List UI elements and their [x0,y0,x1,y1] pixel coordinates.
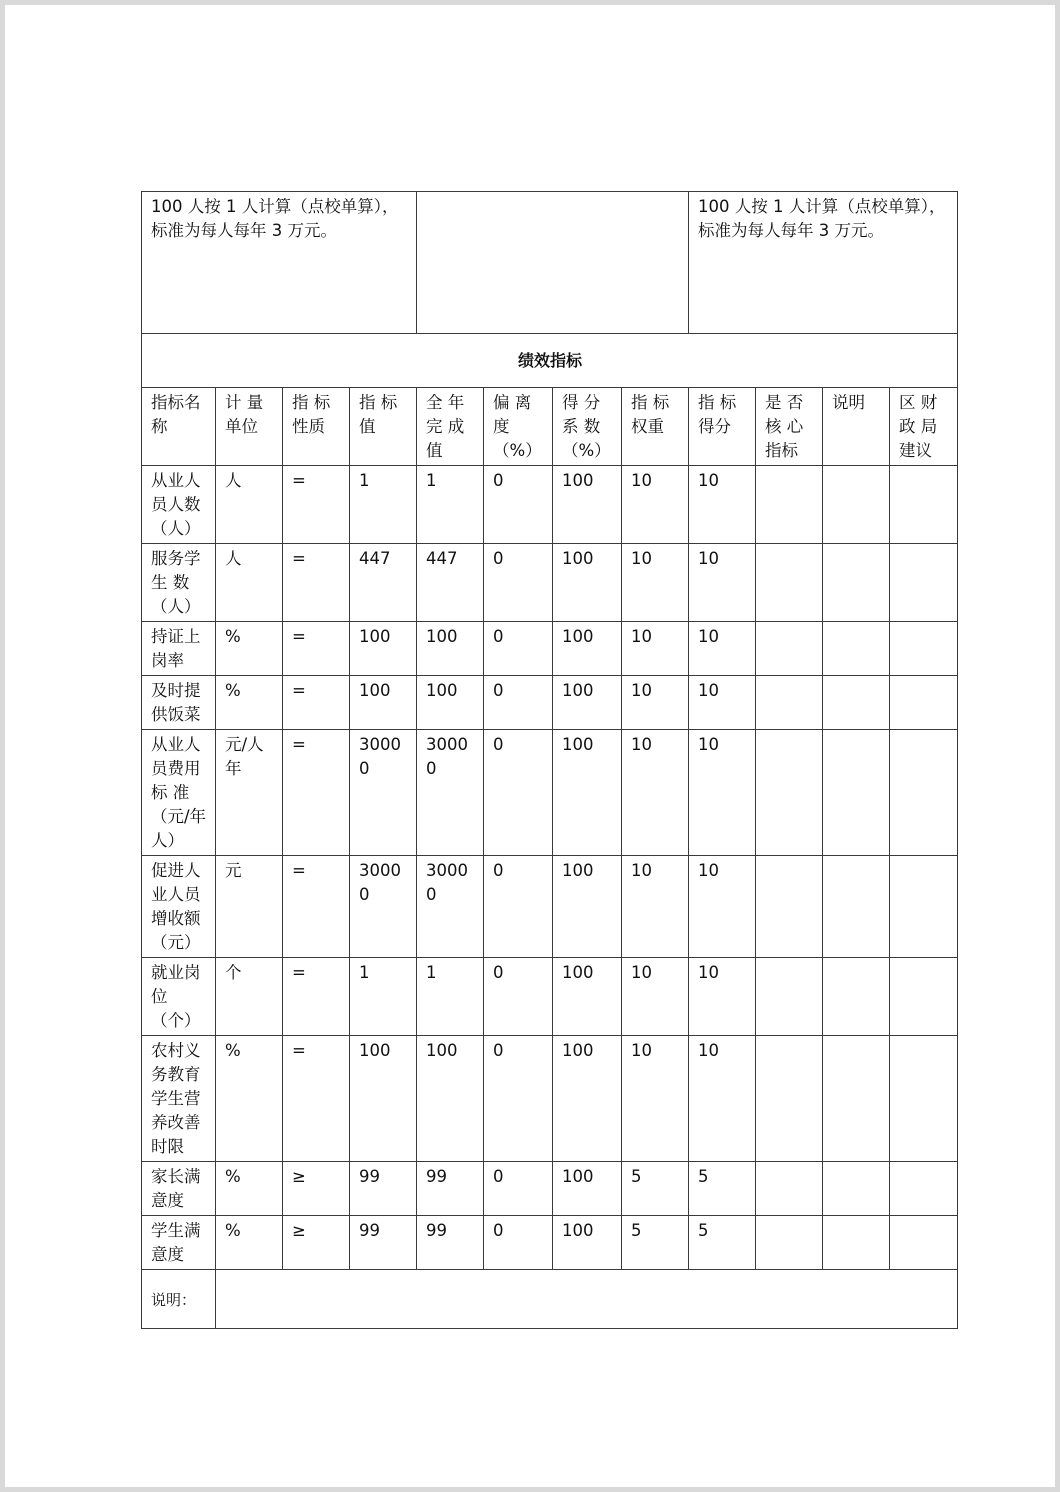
table-cell: 0 [484,958,553,1036]
column-header: 指标名称 [142,388,216,466]
top-left-cell: 100 人按 1 人计算（点校单算），标准为每人每年 3 万元。 [142,192,417,334]
table-cell: = [283,730,350,856]
table-cell: 100 [553,676,622,730]
table-cell [823,1216,890,1270]
table-cell: 99 [350,1216,417,1270]
table-cell: 5 [622,1162,689,1216]
table-cell: % [216,1036,283,1162]
table-cell: 10 [689,466,756,544]
table-cell: 447 [417,544,484,622]
table-cell: 100 [553,1162,622,1216]
table-row [142,1036,958,1162]
table-cell [756,676,823,730]
table-cell: 447 [350,544,417,622]
table-cell: 10 [622,622,689,676]
table-cell: 100 [553,544,622,622]
table-cell [756,730,823,856]
table-cell: 100 [553,622,622,676]
table-cell: % [216,1216,283,1270]
table-row [142,730,958,856]
table-cell [823,466,890,544]
table-cell [890,730,958,856]
table-cell: % [216,622,283,676]
table-cell: % [216,676,283,730]
column-header: 计 量单位 [216,388,283,466]
column-header: 说明 [823,388,890,466]
table-cell: 30000 [417,856,484,958]
table-cell: = [283,622,350,676]
table-cell [756,856,823,958]
table-row [142,1216,958,1270]
table-cell [890,1162,958,1216]
table-cell [890,1036,958,1162]
table-cell: 10 [622,856,689,958]
table-cell: 10 [622,676,689,730]
top-right-cell: 100 人按 1 人计算（点校单算），标准为每人每年 3 万元。 [689,192,958,334]
table-cell: 100 [417,676,484,730]
table-cell: ≥ [283,1162,350,1216]
table-cell: 10 [622,466,689,544]
table-row [142,544,958,622]
table-cell: 1 [350,958,417,1036]
table-row [142,622,958,676]
section-title: 绩效指标 [142,334,958,388]
table-cell: 农村义务教育学生营养改善时限 [142,1036,216,1162]
table-cell [890,622,958,676]
table-cell: 从业人员费用标 准（元/年人） [142,730,216,856]
table-cell: 持证上岗率 [142,622,216,676]
table-cell: 10 [622,958,689,1036]
table-cell: = [283,856,350,958]
table-cell: 0 [484,856,553,958]
table-cell: 10 [622,1036,689,1162]
table-cell: 从业人员人数（人） [142,466,216,544]
table-cell: 100 [553,1036,622,1162]
table-cell: 10 [689,676,756,730]
table-cell [890,676,958,730]
table-cell [890,856,958,958]
table-cell: 0 [484,622,553,676]
note-row [142,1270,958,1329]
table-cell [756,544,823,622]
column-header: 是 否核 心指标 [756,388,823,466]
table-cell: 10 [622,544,689,622]
table-row [142,466,958,544]
column-header: 区 财政 局建议 [890,388,958,466]
table-cell: 10 [689,958,756,1036]
table-cell: 100 [553,856,622,958]
table-cell: ≥ [283,1216,350,1270]
column-header: 指 标性质 [283,388,350,466]
top-middle-cell [417,192,689,334]
table-cell: 学生满意度 [142,1216,216,1270]
table-cell: 10 [622,730,689,856]
table-cell: 99 [417,1162,484,1216]
table-cell: = [283,958,350,1036]
table-cell [823,544,890,622]
table-cell [890,544,958,622]
table-row [142,958,958,1036]
table-cell [890,958,958,1036]
table-cell: 个 [216,958,283,1036]
table-cell [823,730,890,856]
column-header: 全 年完 成值 [417,388,484,466]
table-cell: 5 [689,1162,756,1216]
table-cell: 100 [553,958,622,1036]
table-cell: 100 [350,676,417,730]
table-cell: = [283,544,350,622]
table-cell: 30000 [350,730,417,856]
table-cell [823,1036,890,1162]
table-cell: 元 [216,856,283,958]
table-cell: 1 [417,958,484,1036]
column-header: 指 标值 [350,388,417,466]
table-cell: 1 [350,466,417,544]
table-cell: 元/人年 [216,730,283,856]
table-cell: 100 [553,730,622,856]
table-cell: 99 [417,1216,484,1270]
table-cell [823,676,890,730]
table-cell: 0 [484,1216,553,1270]
table-cell [756,1162,823,1216]
table-cell [756,466,823,544]
table-cell: 人 [216,544,283,622]
table-row [142,856,958,958]
table-cell: 家长满意度 [142,1162,216,1216]
table-cell [756,622,823,676]
table-cell: 服务学生 数（人） [142,544,216,622]
column-header: 指 标得分 [689,388,756,466]
section-title-row [142,334,958,388]
table-cell: = [283,676,350,730]
column-header: 指 标权重 [622,388,689,466]
table-cell [823,856,890,958]
table-cell: 0 [484,466,553,544]
table-cell: 人 [216,466,283,544]
table-cell: 0 [484,1036,553,1162]
table-cell: 30000 [417,730,484,856]
table-cell [890,466,958,544]
table-cell: 0 [484,544,553,622]
top-row [142,192,958,334]
table-cell [823,622,890,676]
table-cell [823,958,890,1036]
note-label: 说明： [142,1270,216,1329]
table-cell: 100 [350,622,417,676]
table-cell: 100 [350,1036,417,1162]
table-row [142,676,958,730]
performance-table [141,191,958,1329]
table-cell: 10 [689,622,756,676]
table-cell: 5 [689,1216,756,1270]
table-cell: 100 [553,1216,622,1270]
table-cell: 30000 [350,856,417,958]
table-cell: 0 [484,1162,553,1216]
table-cell: 10 [689,1036,756,1162]
table-cell: 100 [417,1036,484,1162]
table-cell: 及时提供饭菜 [142,676,216,730]
table-cell: 0 [484,730,553,856]
column-header: 偏 离度（%） [484,388,553,466]
table-cell [756,1216,823,1270]
table-cell [823,1162,890,1216]
table-cell: 100 [553,466,622,544]
table-cell: 促进人业人员增收额（元） [142,856,216,958]
table-cell: 99 [350,1162,417,1216]
table-row [142,1162,958,1216]
table-cell: = [283,1036,350,1162]
table-cell: 5 [622,1216,689,1270]
table-cell: 100 [417,622,484,676]
table-cell: 就业岗位（个） [142,958,216,1036]
header-row [142,388,958,466]
table-cell: 1 [417,466,484,544]
table-cell: % [216,1162,283,1216]
table-cell: 0 [484,676,553,730]
table-cell: 10 [689,856,756,958]
note-value [216,1270,958,1329]
table-cell: 10 [689,544,756,622]
column-header: 得 分系 数（%） [553,388,622,466]
table-cell: = [283,466,350,544]
document-page [5,5,1055,1487]
table-cell [756,1036,823,1162]
table-cell [890,1216,958,1270]
table-cell: 10 [689,730,756,856]
table-cell [756,958,823,1036]
